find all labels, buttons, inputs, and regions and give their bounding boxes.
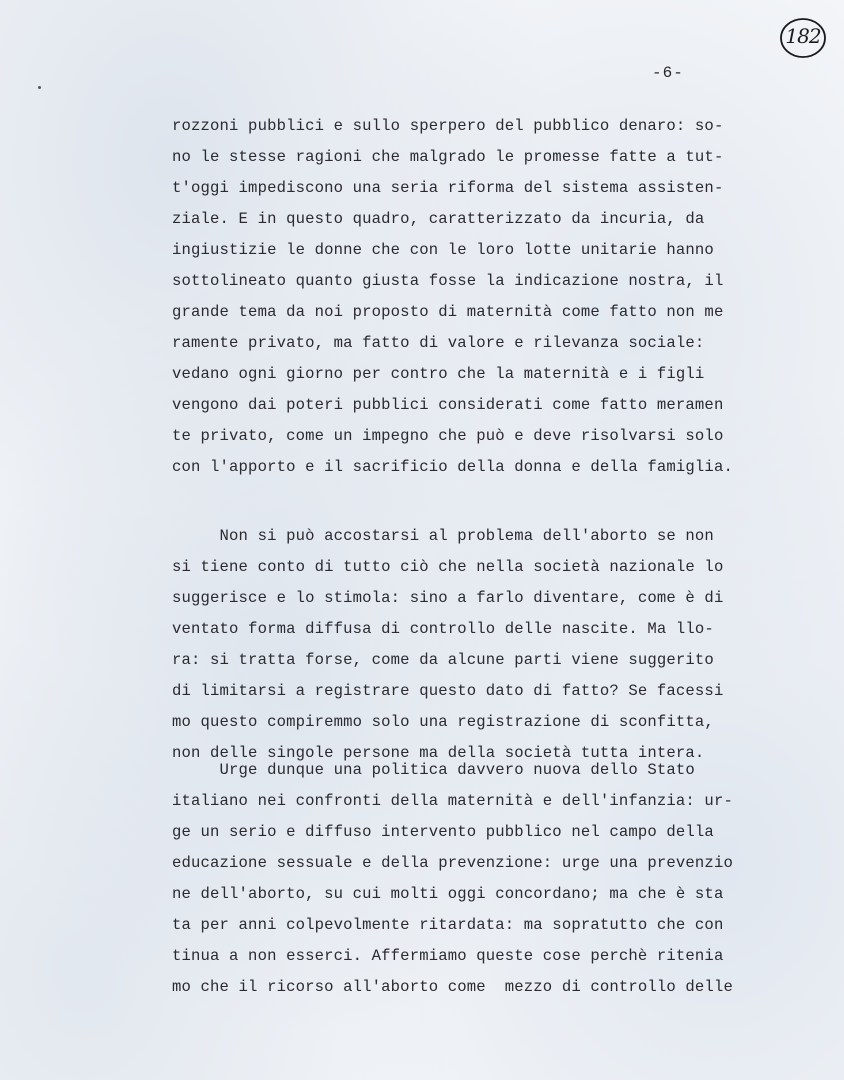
archive-stamp [778,16,828,60]
text-line: tinua a non esserci. Affermiamo queste cose perchè riteniа [172,947,724,965]
text-line: si tiene conto di tutto ciò che nella società nazionale lo [172,558,724,576]
paragraph-1 [172,111,772,483]
text-line: Non si può accostarsi al problema dell'aborto se non [172,527,714,545]
text-line: ge un serio e diffuso intervento pubblico nel campo della [172,823,714,841]
text-line: te privato, come un impegno che può e deve risolvarsi solo [172,427,724,445]
text-line: ramente privato, ma fatto di valore e rilevanza sociale: [172,334,705,352]
text-line: ventato forma diffusa di controllo delle nascite. Ma llo- [172,620,714,638]
paragraph-2 [172,521,772,769]
text-line: ingiustizie le donne che con le loro lotte unitarie hanno [172,241,714,259]
text-line: non delle singole persone ma della società tutta intera. [172,744,705,762]
text-line: t'oggi impediscono una seria riforma del sistema assisten- [172,179,724,197]
text-line: grande tema da noi proposto di maternità come fatto non me [172,303,724,321]
text-line: Urge dunque una politica davvero nuova dello Stato [172,761,695,779]
text-line: ziale. E in questo quadro, caratterizzato da incuria, da [172,210,705,228]
text-line: sottolineato quanto giusta fosse la indicazione nostra, il [172,272,724,290]
paragraph-3 [172,755,772,1003]
text-line: no le stesse ragioni che malgrado le promesse fatte a tut- [172,148,724,166]
text-line: vedano ogni giorno per contro che la maternità e i figli [172,365,705,383]
text-line: italiano nei confronti della maternità e dell'infanzia: ur- [172,792,733,810]
page-number: -6- [652,64,684,82]
text-line: di limitarsi a registrare questo dato di fatto? Se facessi [172,682,724,700]
stamp-number: 182 [785,24,821,48]
text-line: mo che il ricorso all'aborto come mezzo di controllo delle [172,978,733,996]
text-line: vengono dai poteri pubblici considerati come fatto meramen [172,396,724,414]
text-line: ta per anni colpevolmente ritardata: ma sopratutto che con [172,916,724,934]
text-line: con l'apporto e il sacrificio della donna e della famiglia. [172,458,733,476]
text-line: ra: si tratta forse, come da alcune parti viene suggerito [172,651,714,669]
text-line: suggerisce e lo stimola: sino a farlo diventare, come è di [172,589,724,607]
text-line: rozzoni pubblici e sullo sperpero del pubblico denaro: so- [172,117,724,135]
text-line: ne dell'aborto, su cui molti oggi concordano; ma che è sta [172,885,724,903]
text-line: educazione sessuale e della prevenzione: urge una prevenzio [172,854,733,872]
scan-speck [38,86,41,89]
text-line: mo questo compiremmo solo una registrazione di sconfitta, [172,713,714,731]
